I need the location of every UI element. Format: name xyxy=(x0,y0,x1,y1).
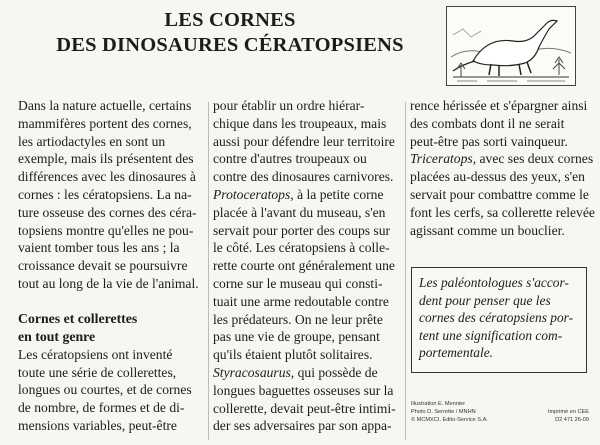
credit-code: D2 471 26-09 xyxy=(555,417,589,424)
credit-photo: Photo D. Serrette / MNHN xyxy=(411,409,476,416)
section-paragraph: Les cératopsiens ont inventé toute une série de collerettes, longues ou courtes, et de cornes de nombre, de formes et de di- mensions variables, peut-être xyxy=(18,346,192,433)
callout-line: dent pour penser que les xyxy=(419,292,551,308)
credit-printed: Imprimé en CEE xyxy=(547,409,589,416)
column-2 xyxy=(213,97,403,435)
column-divider-2 xyxy=(405,102,406,440)
page-title xyxy=(30,8,430,58)
column-1 xyxy=(18,97,206,435)
column-3-paragraph: rence hérissée et s'épargner ainsi des combats dont il ne serait peut-être pas sorti vainqueur. Triceratops, avec ses deux cornes placées au-dessus des yeux, s'en servait pour combattre comme le font les cerfs, sa collerette relevée agissant comme un bouclier. xyxy=(410,98,595,238)
species-name-protoceratops: Protoceratops xyxy=(213,186,291,202)
column-2-paragraph: pour établir un ordre hiérar- chique dans les troupeaux, mais aussi pour défendre leur territoire contre d'autres troupeaux ou contre des dinosaures carnivores. Protoceratops, à la petite corne placée à l'avant du museau, s'en servait pour porter des coups sur le côté. Les cératopsiens à colle- rette courte ont généralement une corne sur le museau qui consti- tuait une arme redoutable contre les prédateurs. On ne leur prête pas une vie de groupe, pensant qu'ils étaient plutôt solitaires. Styracosaurus, qui possède de longues baguettes osseuses sur la collerette, devait peut-être intimi- der ses adversaires par son appa- xyxy=(213,98,396,434)
species-name-styracosaurus: Styracosaurus xyxy=(213,364,291,380)
credits xyxy=(411,400,589,425)
column-divider-1 xyxy=(208,102,209,440)
title-line-2: DES DINOSAURES CÉRATOPSIENS xyxy=(56,34,404,56)
species-name-triceratops: Triceratops xyxy=(410,151,473,167)
intro-paragraph: Dans la nature actuelle, certains mammifères portent des cornes, les artiodactyles en sont un exemple, mais ils présentent des différences avec les dinosaures à cornes : les cératopsiens. La na- ture osseuse des cornes des céra- topsiens montre qu'elles ne pou- vaient tomber tous les ans ; la croissance devait se poursuivre tout au long de la vie de l'animal. xyxy=(18,98,199,291)
dinosaur-illustration-icon xyxy=(446,6,576,86)
credit-illustration: Illustration E. Mennier xyxy=(411,401,466,407)
callout-line: Les paléontologues s'accor- xyxy=(419,275,569,290)
column-3 xyxy=(410,97,595,239)
section-subheading: Cornes et collerettes en tout genre xyxy=(18,310,138,344)
credit-copyright: © MCMXCI. Edito-Service S.A. xyxy=(411,417,488,424)
callout-line: cornes des cératopsiens por- xyxy=(419,310,574,326)
callout-box xyxy=(411,267,587,373)
callout-line: portementale. xyxy=(419,345,494,361)
callout-line: tent une signification com- xyxy=(419,327,563,343)
title-line-1: LES CORNES xyxy=(164,9,296,31)
